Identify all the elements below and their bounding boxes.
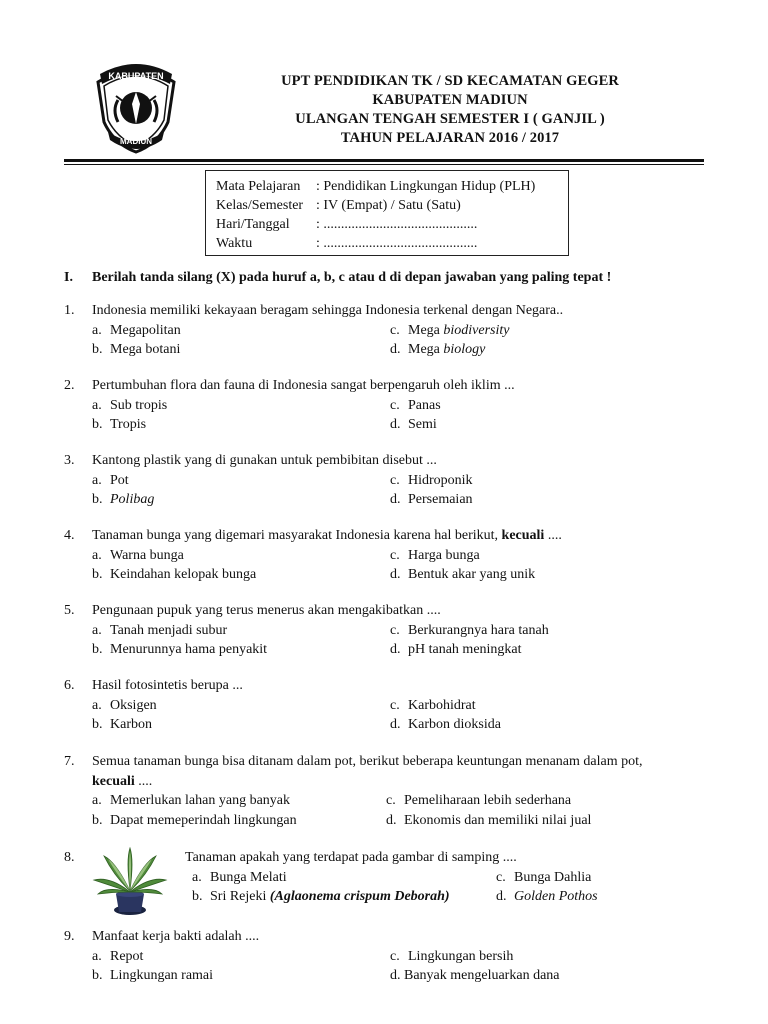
header-line-3: ULANGAN TENGAH SEMESTER I ( GANJIL )	[295, 111, 605, 127]
header-line-4: TAHUN PELAJARAN 2016 / 2017	[340, 130, 560, 146]
option-b: b. Polibag	[92, 492, 155, 507]
info-row: Mata Pelajaran : Pendidikan Lingkungan Hidup (PLH)	[216, 179, 536, 194]
question-6: 6. Hasil fotosintetis berupa ... a. Oksigen b. Karbon c. Karbohidrat d. Karbon dioksida	[64, 676, 704, 735]
option-c: c. Hidroponik	[390, 472, 473, 488]
option-d: d. Bentuk akar yang unik	[390, 567, 536, 582]
question-5: 5. Pengunaan pupuk yang terus menerus akan mengakibatkan .... a. Tanah menjadi subur b. Menurunnya hama penyakit c. Berkurangnya hara tanah d. pH tanah meningkat	[64, 601, 704, 660]
option-b: b. Keindahan kelopak bunga	[92, 567, 257, 582]
option-c: c. Bunga Dahlia	[496, 869, 592, 885]
option-a: a. Oksigen	[92, 697, 157, 713]
option-c: c. Karbohidrat	[390, 697, 476, 713]
question-1: 1. Indonesia memiliki kekayaan beragam sehingga Indonesia terkenal dengan Negara.. a. Megapolitan b. Mega botani c. Mega biodiversity d. Mega biology	[64, 301, 704, 360]
option-b: b. Dapat memeperindah lingkungan	[92, 812, 297, 828]
svg-text:KABUPATEN: KABUPATEN	[108, 71, 164, 81]
header-divider-thick	[64, 159, 704, 162]
question-8: 8. Tanaman apakah yang terdapat pada gambar di samping .... a. Bunga Melati b. Sri Rejeki (Aglaonema crispum Deborah) c. Bunga Dahlia d. Golden Pothos	[64, 848, 704, 907]
option-b: b. Mega botani	[92, 342, 181, 357]
option-b: b. Lingkungan ramai	[92, 968, 214, 983]
option-a: a. Memerlukan lahan yang banyak	[92, 793, 290, 808]
option-d: d. Mega biology	[390, 342, 486, 357]
option-b: b. Menurunnya hama penyakit	[92, 642, 268, 657]
option-a: a. Bunga Melati	[192, 869, 287, 885]
option-a: a. Pot	[92, 472, 129, 488]
option-c: c. Harga bunga	[390, 547, 480, 563]
option-a: a. Tanah menjadi subur	[92, 622, 228, 638]
option-d: d. Karbon dioksida	[390, 717, 501, 732]
option-a: a. Repot	[92, 948, 144, 964]
option-a: a. Megapolitan	[92, 322, 181, 338]
question-3: 3. Kantong plastik yang di gunakan untuk pembibitan disebut ... a. Pot b. Polibag c. Hidroponik d. Persemaian	[64, 451, 704, 510]
question-4: 4. Tanaman bunga yang digemari masyarakat Indonesia karena hal berikut, kecuali .... a. Warna bunga b. Keindahan kelopak bunga c. Harga bunga d. Bentuk akar yang unik	[64, 526, 704, 585]
option-c: c. Berkurangnya hara tanah	[390, 622, 549, 638]
header-line-1: UPT PENDIDIKAN TK / SD KECAMATAN GEGER	[281, 73, 619, 89]
option-d: d. Banyak mengeluarkan dana	[390, 968, 560, 983]
option-c: c. Panas	[390, 397, 441, 413]
option-b: b. Sri Rejeki (Aglaonema crispum Deborah)	[192, 889, 450, 904]
option-d: d. pH tanah meningkat	[390, 642, 522, 657]
question-7: 7. Semua tanaman bunga bisa ditanam dalam pot, berikut beberapa keuntungan menanam dalam pot, kecuali .... a. Memerlukan lahan yang banyak b. Dapat memeperindah lingkungan c. Pemeliharaan lebih sederhana d. Ekonomis dan memiliki nilai jual	[64, 752, 704, 830]
option-c: c. Lingkungan bersih	[390, 948, 514, 964]
header-line-2: KABUPATEN MADIUN	[372, 92, 528, 108]
option-d: d. Persemaian	[390, 492, 473, 507]
exam-info-box	[205, 170, 569, 256]
info-row: Waktu : ............................................	[216, 236, 478, 251]
option-b: b. Tropis	[92, 417, 147, 432]
kabupaten-madiun-logo	[88, 60, 184, 156]
option-c: c. Mega biodiversity	[390, 322, 510, 338]
info-row: Kelas/Semester : IV (Empat) / Satu (Satu)	[216, 198, 461, 213]
section-instruction: I. Berilah tanda silang (X) pada huruf a, b, c atau d di depan jawaban yang paling tepat !	[64, 270, 612, 285]
option-a: a. Sub tropis	[92, 397, 168, 413]
document-header	[190, 72, 710, 148]
info-row: Hari/Tanggal : ............................................	[216, 217, 478, 232]
svg-text:MADIUN: MADIUN	[120, 137, 152, 146]
option-d: d. Semi	[390, 417, 437, 432]
question-9: 9. Manfaat kerja bakti adalah .... a. Repot b. Lingkungan ramai c. Lingkungan bersih d. Banyak mengeluarkan dana	[64, 927, 704, 986]
option-a: a. Warna bunga	[92, 547, 184, 563]
option-c: c. Pemeliharaan lebih sederhana	[386, 793, 572, 808]
option-d: d. Ekonomis dan memiliki nilai jual	[386, 812, 592, 828]
option-b: b. Karbon	[92, 717, 152, 732]
option-d: d. Golden Pothos	[496, 889, 598, 904]
header-divider-thin	[64, 164, 704, 165]
question-2: 2. Pertumbuhan flora dan fauna di Indonesia sangat berpengaruh oleh iklim ... a. Sub tropis b. Tropis c. Panas d. Semi	[64, 376, 704, 435]
